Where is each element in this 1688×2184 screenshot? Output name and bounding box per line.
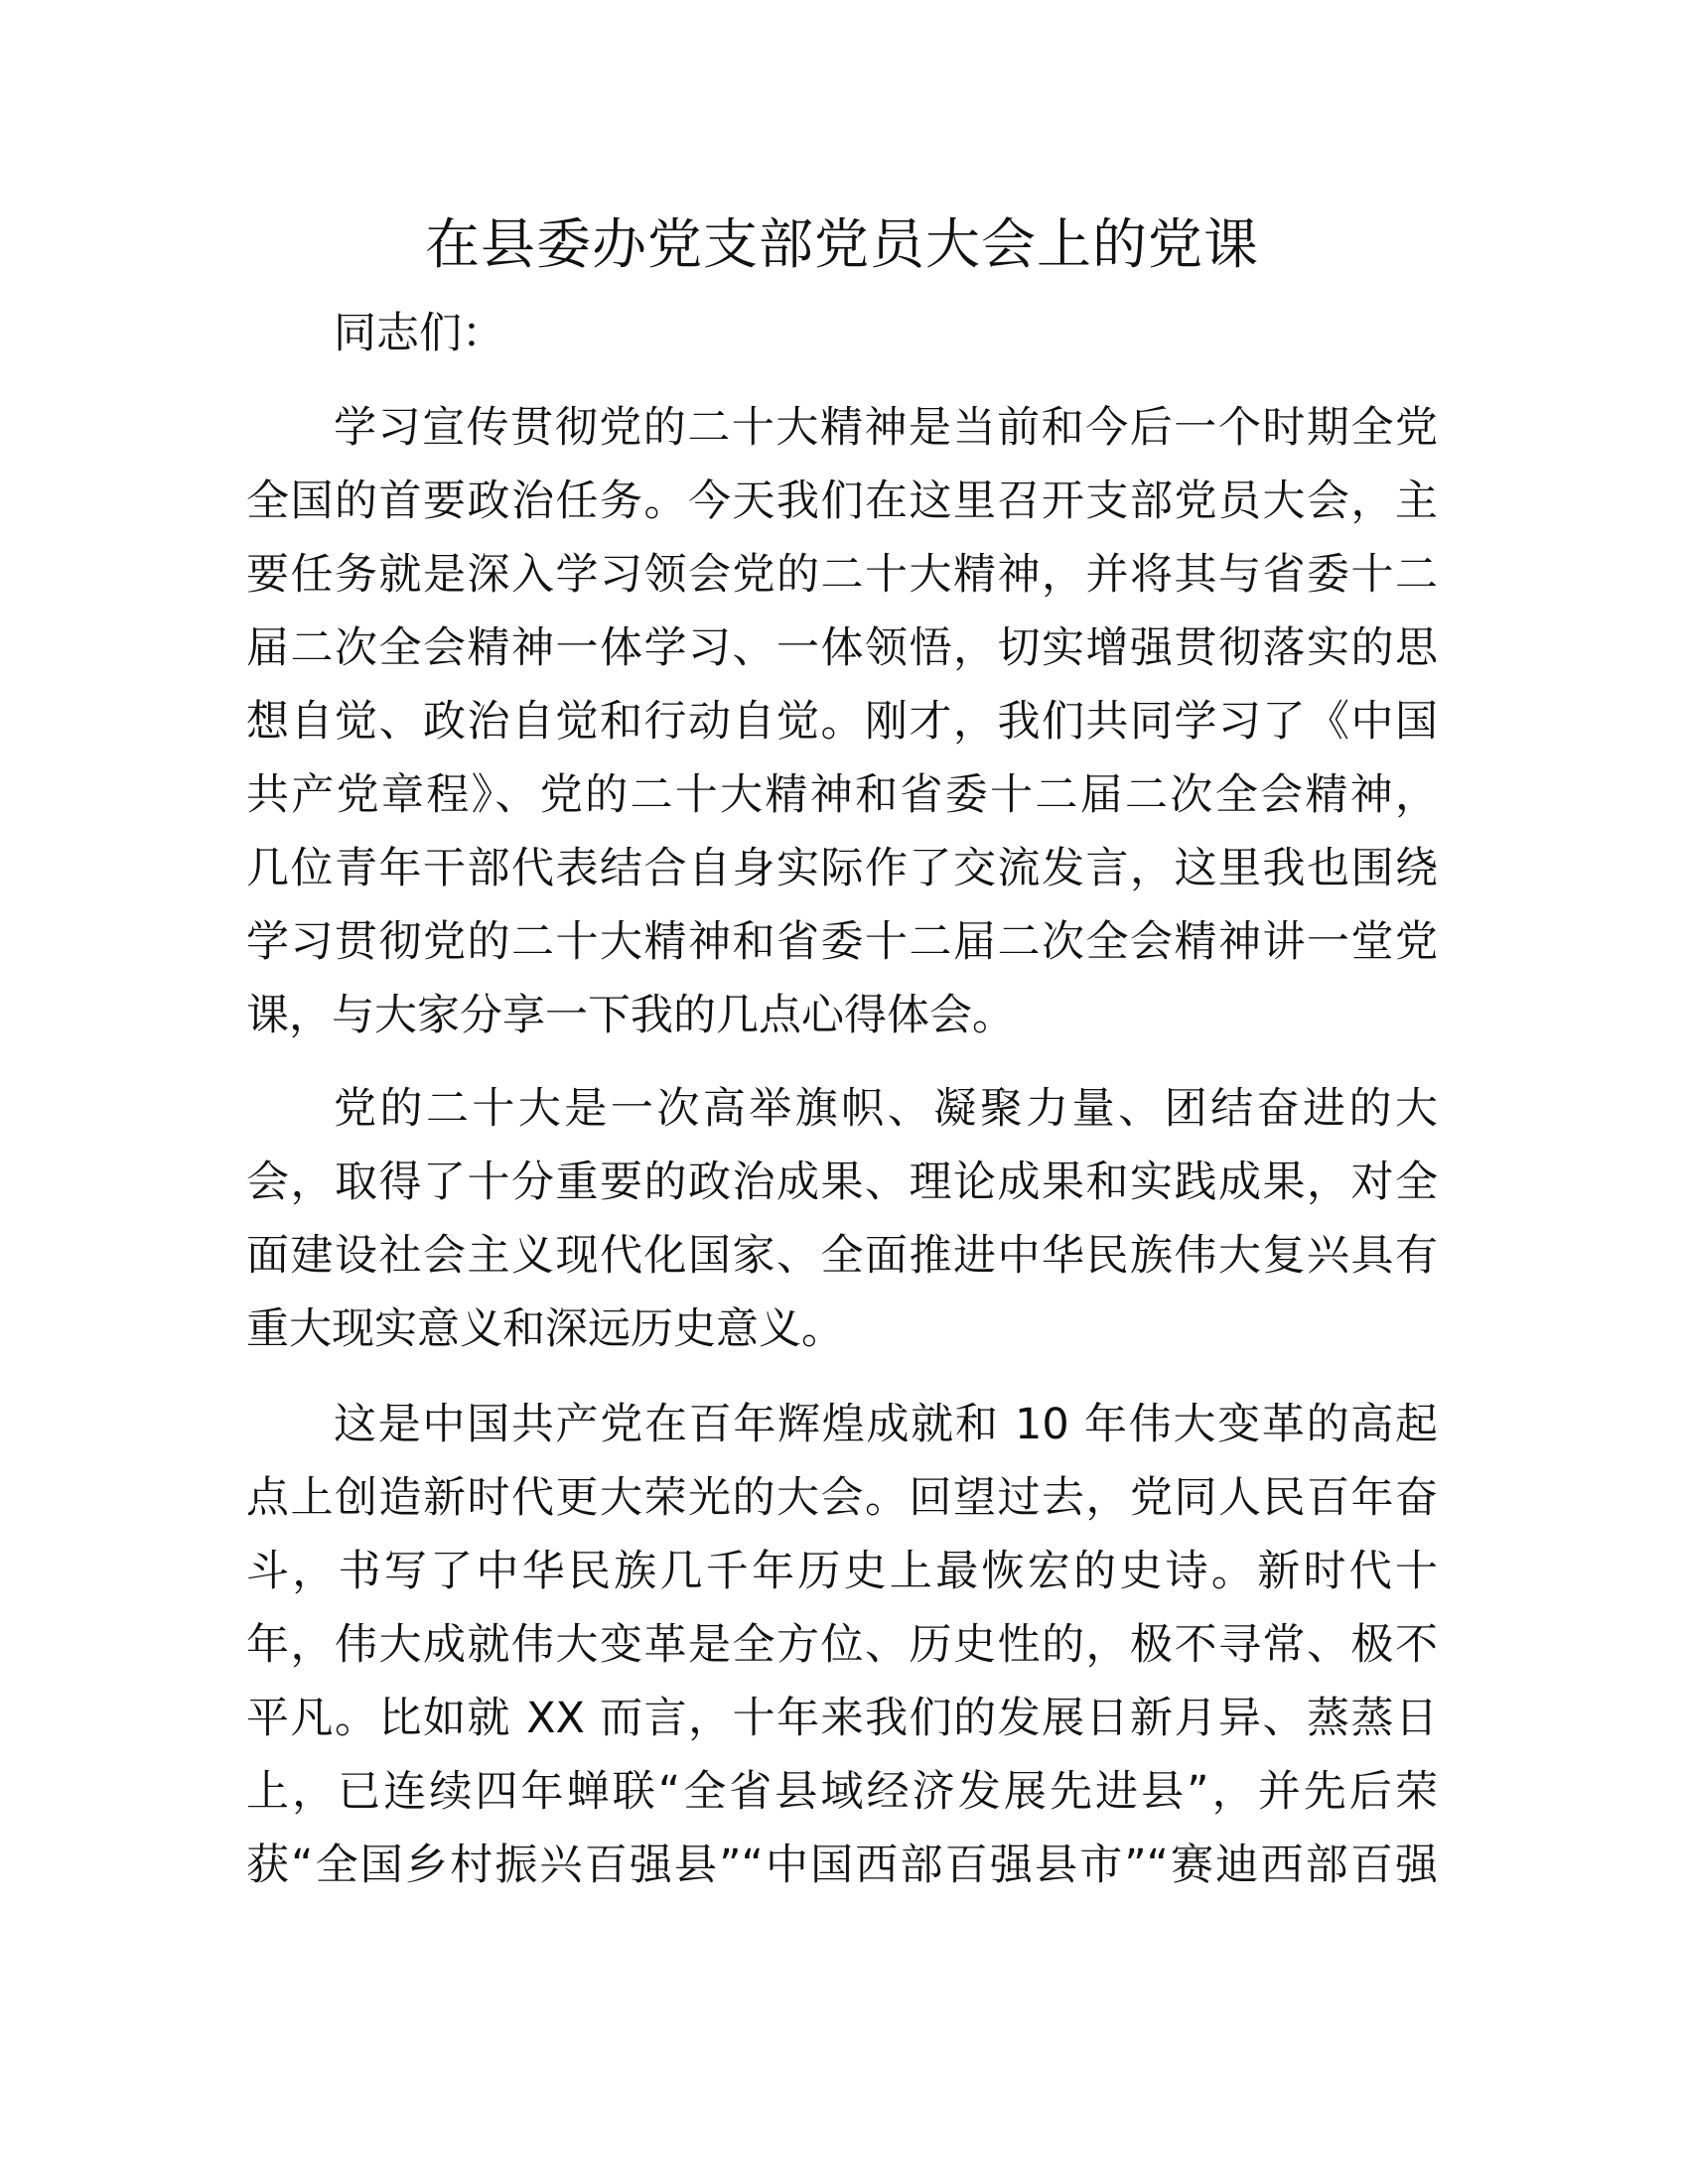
- paragraph-line: 想自觉、政治自觉和行动自觉。刚才，我们共同学习了《中国: [246, 697, 1438, 747]
- paragraph-line: 学习贯彻党的二十大精神和省委十二届二次全会精神讲一堂党: [246, 917, 1438, 967]
- paragraph-line: 党的二十大是一次高举旗帜、凝聚力量、团结奋进的大: [334, 1084, 1438, 1134]
- document-page: [246, 195, 1438, 1902]
- paragraph-line: 重大现实意义和深远历史意义。: [246, 1304, 844, 1354]
- paragraph-line: 获“全国乡村振兴百强县”“中国西部百强县市”“赛迪西部百强: [246, 1841, 1438, 1890]
- paragraph-line: 共产党章程》、党的二十大精神和省委十二届二次全会精神，: [246, 770, 1438, 820]
- paragraph-line: 年，伟大成就伟大变革是全方位、历史性的，极不寻常、极不: [246, 1620, 1438, 1670]
- paragraph-line: 会，取得了十分重要的政治成果、理论成果和实践成果，对全: [246, 1158, 1438, 1207]
- paragraph-line: 面建设社会主义现代化国家、全面推进中华民族伟大复兴具有: [246, 1231, 1438, 1281]
- paragraph-line: 要任务就是深入学习领会党的二十大精神，并将其与省委十二: [246, 550, 1438, 600]
- paragraph-line: 届二次全会精神一体学习、一体领悟，切实增强贯彻落实的思: [246, 623, 1438, 673]
- paragraph-line: 点上创造新时代更大荣光的大会。回望过去，党同人民百年奋: [246, 1473, 1438, 1523]
- paragraph-line: 全国的首要政治任务。今天我们在这里召开支部党员大会，主: [246, 477, 1438, 526]
- paragraph-line: 这是中国共产党在百年辉煌成就和 10 年伟大变革的高起: [334, 1400, 1438, 1449]
- paragraph-line: 斗，书写了中华民族几千年历史上最恢宏的史诗。新时代十: [246, 1547, 1438, 1596]
- document-title: 在县委办党支部党员大会上的党课: [424, 212, 1259, 276]
- paragraph-3: [246, 1388, 1438, 1902]
- paragraph-line: 几位青年干部代表结合自身实际作了交流发言，这里我也围绕: [246, 844, 1438, 893]
- paragraph-line: 课，与大家分享一下我的几点心得体会。: [246, 991, 1015, 1040]
- paragraph-line: 学习宣传贯彻党的二十大精神是当前和今后一个时期全党: [334, 403, 1438, 453]
- paragraph-2: [246, 1072, 1438, 1366]
- salutation: 同志们：: [334, 309, 504, 358]
- paragraph-line: 平凡。比如就 XX 而言，十年来我们的发展日新月异、蒸蒸日: [246, 1694, 1438, 1743]
- paragraph-1: [246, 391, 1438, 1052]
- paragraph-line: 上，已连续四年蝉联“全省县域经济发展先进县”，并先后荣: [246, 1767, 1438, 1817]
